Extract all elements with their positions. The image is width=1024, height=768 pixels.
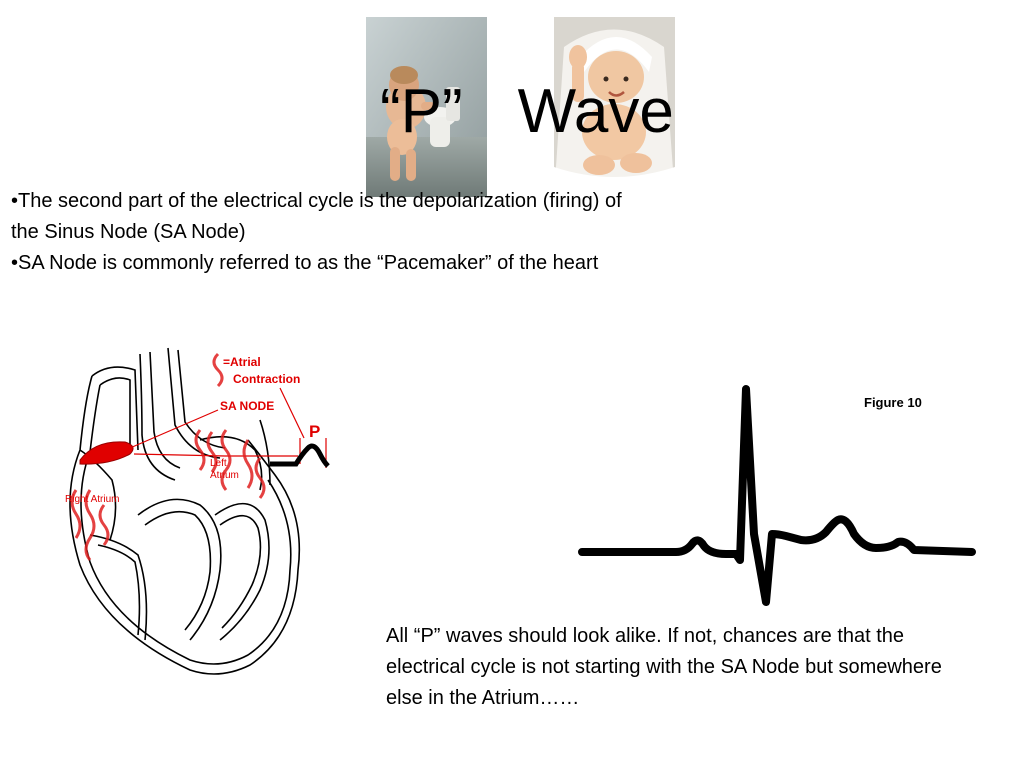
ecg-trace [582,389,972,602]
label-sa-node: SA NODE [220,399,275,413]
page-title [380,72,674,152]
ecg-figure [576,384,976,616]
label-atrial: =Atrial [223,355,261,369]
label-right-atrium: Right Atrium [65,494,120,505]
caption-text: All “P” waves should look alike. If not, chances are that the electrical cycle is not starting with the SA Node but somewhere else in the Atrium…… [386,625,942,709]
bullet-item-1: •The second part of the electrical cycle is the depolarization (firing) of the Sinus Node (SA Node) [11,190,622,243]
title-wave: Wave [517,77,674,146]
figure-label: Figure 10 [864,395,922,410]
heart-diagram [50,340,340,685]
title-p: “P” [380,77,463,146]
bullet-item-2: •SA Node is commonly referred to as the “Pacemaker” of the heart [11,252,599,274]
label-contraction: Contraction [233,372,301,386]
bullet-list [11,186,631,279]
label-atrium: Atrium [210,470,239,481]
label-p: P [309,422,321,441]
label-left: Left [210,458,227,469]
